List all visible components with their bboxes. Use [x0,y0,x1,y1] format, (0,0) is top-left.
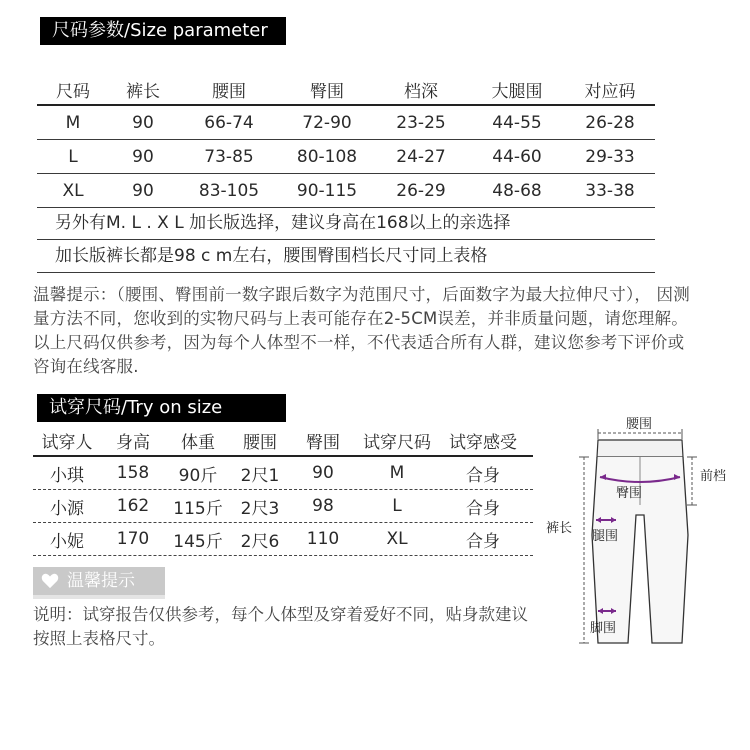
header-cell: 臀围 [310,81,344,102]
size-table [37,74,655,208]
table-cell: 29-33 [585,146,635,167]
table-cell: 145斤 [173,531,223,552]
size-table-header-row [37,74,655,106]
table-cell: 162 [116,496,150,516]
table-cell: 98 [312,496,334,516]
table-cell: M [65,112,81,133]
table-cell: 158 [116,463,150,483]
header-cell: 身高 [116,432,150,453]
table-cell: 33-38 [585,180,635,201]
header-cell: 试穿人 [41,432,93,453]
try-on-size-title: 试穿尺码/Try on size [37,394,286,422]
table-cell: 90 [132,180,154,201]
header-cell: 体重 [181,432,215,453]
table-row [37,140,655,174]
table-cell: 合身 [466,498,500,519]
long-version-length-note: 加长版裤长都是98 c m左右，腰围臀围档长尺寸同上表格 [37,240,655,273]
table-cell: L [68,146,78,167]
header-cell: 档深 [404,81,438,102]
table-cell: XL [386,529,408,549]
table-cell: 23-25 [396,112,446,133]
table-cell: 2尺3 [240,498,280,519]
table-cell: 合身 [466,465,500,486]
diagram-label-hip: 臀围 [616,486,643,501]
diagram-label-waist: 腰围 [626,417,653,432]
pants-measurement-diagram [540,405,740,655]
table-row [37,174,655,208]
table-row [37,106,655,140]
diagram-label-front-rise: 前档 [700,469,727,484]
table-cell: 170 [116,529,150,549]
try-table-header-row [33,425,533,457]
table-cell: 26-29 [396,180,446,201]
table-cell: 66-74 [204,112,254,133]
diagram-label-thigh: 腿围 [592,529,619,544]
table-cell: 小妮 [50,531,84,552]
header-cell: 腰围 [212,81,246,102]
table-row [33,457,533,490]
long-version-note: 另外有M. L . X L 加长版选择，建议身高在168以上的亲选择 [37,207,655,240]
warm-tips-paragraph: 温馨提示：（腰围、臀围前一数字跟后数字为范围尺寸，后面数字为最大拉伸尺寸）， 因测量方法不同，您收到的实物尺码与上表可能存在2-5CM误差，并非质量问题，请您理解。以上尺码仅供参考，因为每个人体型不一样，不代表适合所有人群，建议您参考下评价或咨询在线客服. [33,285,690,376]
table-cell: 90斤 [178,465,218,486]
size-parameter-title: 尺码参数/Size parameter [40,17,286,45]
explain-text: 说明：试穿报告仅供参考，每个人体型及穿着爱好不同，贴身款建议按照上表格尺寸。 [33,605,528,648]
table-cell: 110 [306,529,340,549]
table-cell: 合身 [466,531,500,552]
table-cell: 80-108 [296,146,358,167]
table-cell: 24-27 [396,146,446,167]
warm-tip-badge-label: 温馨提示 [67,571,135,591]
table-cell: 83-105 [198,180,260,201]
header-cell: 臀围 [306,432,340,453]
header-cell: 尺码 [56,81,90,102]
table-cell: 48-68 [492,180,542,201]
heart-icon [41,573,59,589]
table-cell: 90 [312,463,334,483]
table-cell: 小琪 [50,465,84,486]
table-cell: XL [62,180,84,201]
table-cell: 2尺6 [240,531,280,552]
diagram-label-length: 裤长 [546,521,573,536]
badge-shadow [33,595,165,599]
header-cell: 试穿感受 [449,432,517,453]
table-row [33,523,533,556]
table-cell: 73-85 [204,146,254,167]
table-cell: 90 [132,112,154,133]
header-cell: 裤长 [126,81,160,102]
try-on-table [33,425,533,556]
table-cell: 90-115 [296,180,358,201]
header-cell: 大腿围 [491,81,543,102]
table-cell: 72-90 [302,112,352,133]
table-cell: 26-28 [585,112,635,133]
header-cell: 对应码 [584,81,636,102]
table-cell: 90 [132,146,154,167]
header-cell: 试穿尺码 [363,432,431,453]
table-cell: 115斤 [173,498,223,519]
table-cell: M [389,463,405,483]
header-cell: 腰围 [243,432,277,453]
table-cell: 2尺1 [240,465,280,486]
table-cell: 44-55 [492,112,542,133]
warm-tip-badge [33,567,165,595]
table-row [33,490,533,523]
table-cell: 小源 [50,498,84,519]
table-cell: 44-60 [492,146,542,167]
diagram-label-hem: 脚围 [590,621,617,636]
table-cell: L [392,496,402,516]
